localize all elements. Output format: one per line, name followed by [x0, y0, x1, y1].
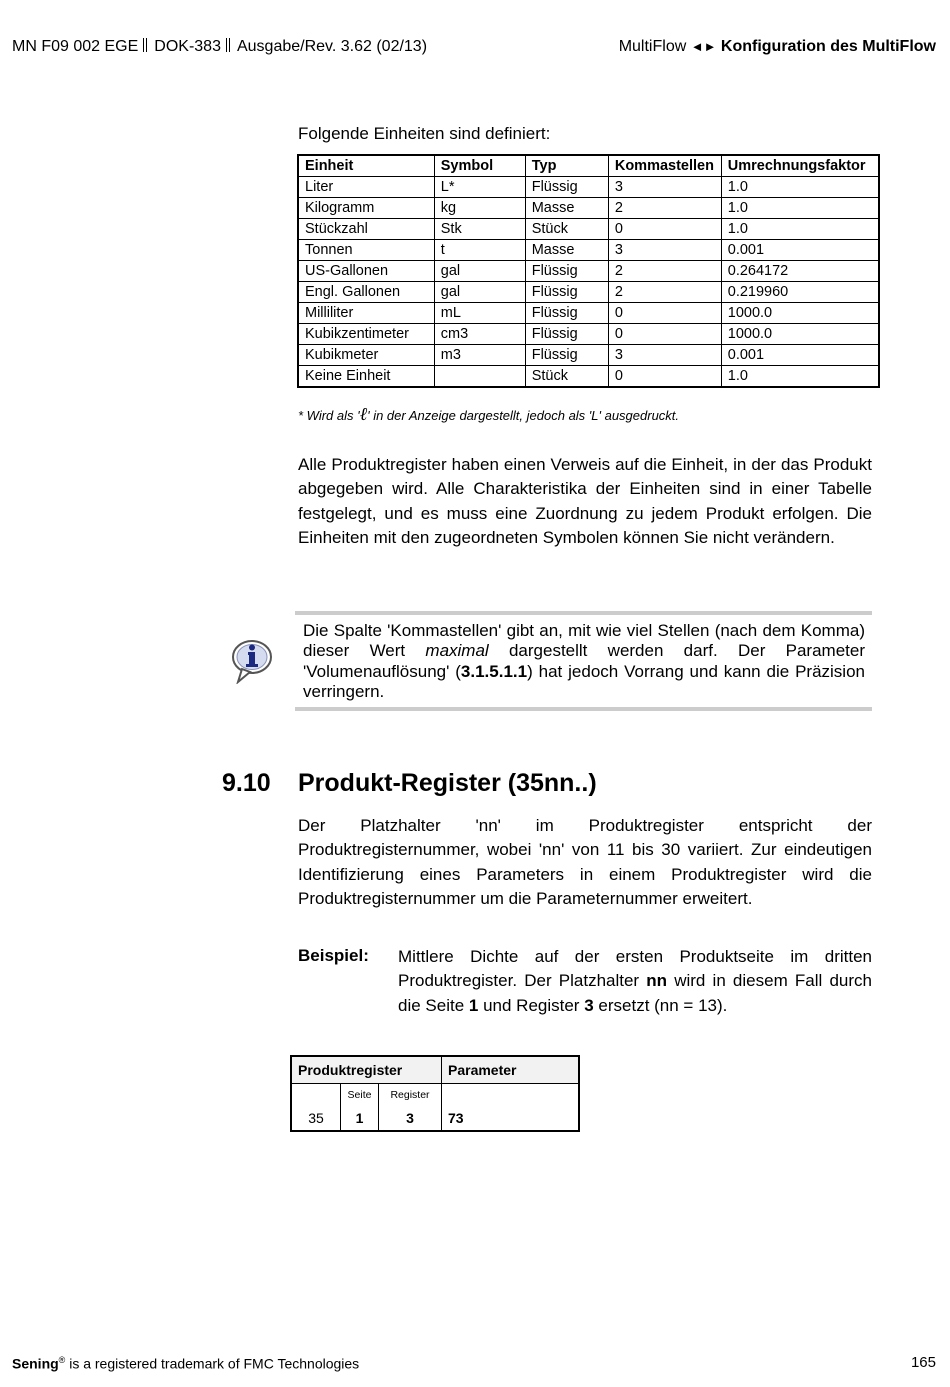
table-cell: Liter [298, 177, 434, 198]
table-cell: Flüssig [525, 282, 608, 303]
paragraph-register: Der Platzhalter 'nn' im Produktregister entspricht der Produktregisternummer, wobei 'nn' von 11 bis 30 variiert. Zur eindeutigen Identifizierung eines Parameters in einem Produktregister wird die Produktregisternummer um die Parameternummer erweitert. [298, 816, 872, 909]
example-text: Mittlere Dichte auf der ersten Produktseite im dritten Produktregister. Der Platzhalter nn wird in diesem Fall durch die Seite 1 und Register 3 ersetzt (nn = 13). [398, 947, 872, 1015]
intro-text: Folgende Einheiten sind definiert: [298, 124, 551, 143]
table-row [298, 366, 879, 388]
table-cell: 0 [608, 324, 721, 345]
example-label: Beispiel: [298, 946, 369, 965]
table-cell: 0.219960 [721, 282, 879, 303]
header-separator [143, 38, 147, 52]
parameter-value: 73 [442, 1106, 580, 1131]
doc-id: MN F09 002 EGE [12, 38, 139, 55]
page-number: 165 [910, 1354, 936, 1371]
table-cell: Stk [434, 219, 525, 240]
table-cell: Keine Einheit [298, 366, 434, 388]
table-cell: 0.001 [721, 345, 879, 366]
register-head: Produktregister [291, 1056, 442, 1084]
page-value: 1 [341, 1106, 379, 1131]
table-cell: m3 [434, 345, 525, 366]
table-cell: 3 [608, 177, 721, 198]
table-cell: 3 [608, 345, 721, 366]
table-cell: Engl. Gallonen [298, 282, 434, 303]
section-name: Konfiguration des MultiFlow [720, 38, 936, 55]
table-row [298, 282, 879, 303]
section-number: 9.10 [222, 769, 271, 797]
note-bottom-bar [295, 707, 872, 711]
table-row [298, 198, 879, 219]
paragraph-units: Alle Produktregister haben einen Verweis auf die Einheit, in der das Produkt abgegeben wird. Alle Charakteristika der Einheiten sind in einer Tabelle festgelegt, und es muss eine Zuordnung zu jedem Produkt erfolgen. Die Einheiten mit den zugeordneten Symbolen können Sie nicht verändern. [298, 455, 872, 548]
register-prefix: 35 [291, 1106, 341, 1131]
note-top-bar [295, 611, 872, 615]
table-cell: Flüssig [525, 345, 608, 366]
table-cell [434, 366, 525, 388]
table-cell: 2 [608, 261, 721, 282]
table-row [298, 240, 879, 261]
table-cell: Milliliter [298, 303, 434, 324]
table-cell: Kubikzentimeter [298, 324, 434, 345]
table-cell: Flüssig [525, 177, 608, 198]
table-cell: Flüssig [525, 261, 608, 282]
table-cell: 1000.0 [721, 324, 879, 345]
table-cell: t [434, 240, 525, 261]
register-table [290, 1055, 580, 1132]
table-cell: 0 [608, 366, 721, 388]
table-cell: gal [434, 261, 525, 282]
revision: Ausgabe/Rev. 3.62 (02/13) [236, 38, 428, 55]
table-cell: Kilogramm [298, 198, 434, 219]
header-separator [226, 38, 230, 52]
product-name: MultiFlow [618, 38, 687, 55]
nav-arrows-icon: ◄► [690, 39, 717, 54]
table-row [298, 261, 879, 282]
units-table [297, 154, 880, 388]
note-text: Die Spalte 'Kommastellen' gibt an, mit wie viel Stellen (nach dem Komma) dieser Wert maximal dargestellt werden darf. Der Parameter 'Volumenauflösung' (3.1.5.1.1) hat jedoch Vorrang und kann die Präzision verringern. [303, 621, 865, 702]
table-cell: 0 [608, 219, 721, 240]
page-header-right [619, 38, 936, 56]
table-cell: 0.264172 [721, 261, 879, 282]
table-cell: Masse [525, 240, 608, 261]
dok-number: DOK-383 [154, 38, 221, 55]
table-cell: 0 [608, 303, 721, 324]
brand-name: Sening [12, 1355, 59, 1372]
parameter-reference: 3.1.5.1.1 [460, 661, 528, 681]
table-cell: cm3 [434, 324, 525, 345]
units-header-cell: Typ [525, 155, 608, 177]
table-cell: 1.0 [721, 198, 879, 219]
table-row [298, 219, 879, 240]
trademark-note: Sening® is a registered trademark of FMC Technologies [12, 1355, 360, 1372]
table-cell: 1.0 [721, 177, 879, 198]
table-cell: mL [434, 303, 525, 324]
table-cell: Flüssig [525, 303, 608, 324]
register-value: 3 [379, 1106, 442, 1131]
table-cell: Stück [525, 219, 608, 240]
table-cell: L* [434, 177, 525, 198]
table-row [298, 303, 879, 324]
table-cell: 2 [608, 198, 721, 219]
table-cell: gal [434, 282, 525, 303]
table-cell: 2 [608, 282, 721, 303]
parameter-head: Parameter [442, 1056, 580, 1084]
table-cell: 1000.0 [721, 303, 879, 324]
units-header-cell: Umrechnungsfaktor [721, 155, 879, 177]
info-icon [230, 636, 274, 684]
liter-symbol: ℓ [359, 404, 368, 425]
table-cell: Masse [525, 198, 608, 219]
table-row [298, 324, 879, 345]
table-cell: Flüssig [525, 324, 608, 345]
table-cell: kg [434, 198, 525, 219]
table-cell: Kubikmeter [298, 345, 434, 366]
page-subhead: Seite [341, 1084, 379, 1107]
section-title: Produkt-Register (35nn..) [298, 769, 597, 797]
table-cell: 0.001 [721, 240, 879, 261]
table-row [298, 345, 879, 366]
table-cell: Stück [525, 366, 608, 388]
page-header-left [12, 38, 427, 56]
table-cell: US-Gallonen [298, 261, 434, 282]
register-subhead: Register [379, 1084, 442, 1107]
footnote: * Wird als 'ℓ' in der Anzeige dargestellt, jedoch als 'L' ausgedruckt. [298, 404, 680, 425]
table-cell: 3 [608, 240, 721, 261]
units-header-cell: Symbol [434, 155, 525, 177]
table-cell: 1.0 [721, 219, 879, 240]
table-cell: Stückzahl [298, 219, 434, 240]
table-cell: 1.0 [721, 366, 879, 388]
table-row [298, 177, 879, 198]
table-cell: Tonnen [298, 240, 434, 261]
units-header-cell: Kommastellen [608, 155, 721, 177]
units-header-cell: Einheit [298, 155, 434, 177]
